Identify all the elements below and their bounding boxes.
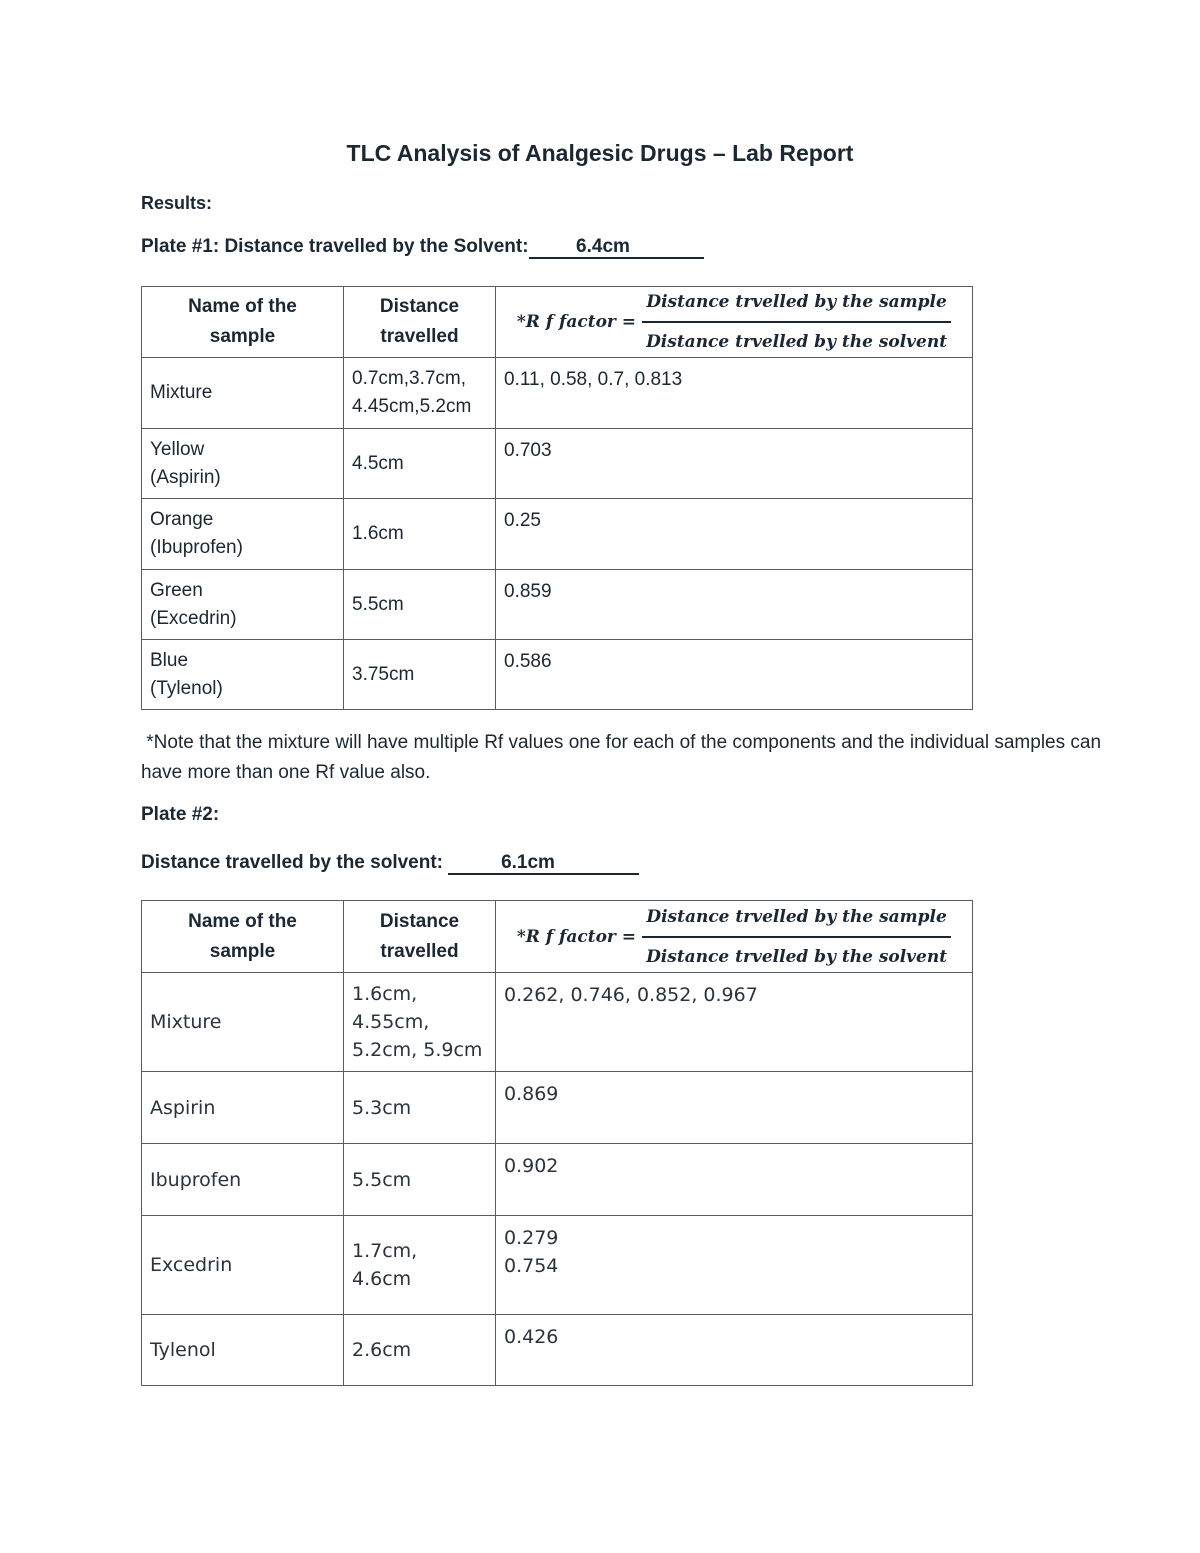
page-title: TLC Analysis of Analgesic Drugs – Lab Report: [346, 140, 854, 166]
plate2-label: Plate #2:: [141, 804, 220, 825]
sample-rf: 0.262, 0.746, 0.852, 0.967: [496, 973, 973, 1072]
sample-name: Orange (Ibuprofen): [142, 499, 344, 570]
sample-name: Blue (Tylenol): [142, 640, 344, 710]
header-distance: Distance travelled: [344, 901, 496, 973]
sample-rf: 0.25: [496, 499, 973, 570]
table-row: [142, 429, 973, 499]
sample-name: Mixture: [142, 973, 344, 1072]
plate1-label: Plate #1:: [141, 236, 220, 257]
note-text: *Note that the mixture will have multiple Rf values one for each of the components and the individual samples can have more than one Rf value also.: [141, 732, 1102, 783]
sample-name: Aspirin: [142, 1072, 344, 1144]
sample-rf: 0.11, 0.58, 0.7, 0.813: [496, 358, 973, 429]
header-name: Name of the sample: [142, 287, 344, 358]
sample-distance: 5.5cm: [344, 570, 496, 640]
sample-rf: 0.859: [496, 570, 973, 640]
sample-name: Tylenol: [142, 1315, 344, 1386]
sample-distance: 2.6cm: [344, 1315, 496, 1386]
sample-distance: 3.75cm: [344, 640, 496, 710]
sample-rf: 0.902: [496, 1144, 973, 1216]
table-row: [142, 1216, 973, 1315]
plate1-solvent-line: [141, 236, 704, 259]
sample-name: Excedrin: [142, 1216, 344, 1315]
sample-distance: 4.5cm: [344, 429, 496, 499]
sample-rf: 0.703: [496, 429, 973, 499]
plate2-solvent-label: Distance travelled by the solvent:: [141, 852, 443, 873]
table-row: [142, 499, 973, 570]
sample-rf: 0.586: [496, 640, 973, 710]
sample-distance: 1.7cm, 4.6cm: [344, 1216, 496, 1315]
sample-distance: 0.7cm,3.7cm, 4.45cm,5.2cm: [344, 358, 496, 429]
sample-distance: 1.6cm, 4.55cm, 5.2cm, 5.9cm: [344, 973, 496, 1072]
sample-name: Ibuprofen: [142, 1144, 344, 1216]
table-row: [142, 973, 973, 1072]
plate2-table: [141, 900, 973, 1386]
plate1-solvent-value: 6.4cm: [529, 237, 704, 259]
header-distance: Distance travelled: [344, 287, 496, 358]
table-row: [142, 640, 973, 710]
table-row: [142, 1072, 973, 1144]
table-row: [142, 358, 973, 429]
plate1-table: [141, 286, 973, 710]
plate1-solvent-label: Distance travelled by the Solvent:: [224, 236, 529, 257]
table-header-row: [142, 287, 973, 358]
sample-distance: 5.3cm: [344, 1072, 496, 1144]
table-header-row: [142, 901, 973, 973]
results-heading: Results:: [141, 193, 213, 213]
plate2-solvent-value: 6.1cm: [448, 853, 639, 875]
header-rf-formula: *R f factor = $\frac{\text{Distance trvelled by the sample}}{\text{Distance trvelled by the solvent}}$: [496, 901, 973, 973]
table-row: [142, 570, 973, 640]
sample-rf: 0.869: [496, 1072, 973, 1144]
header-rf-formula: *R f factor = $\frac{\text{Distance trvelled by the sample}}{\text{Distance trvelled by the solvent}}$: [496, 287, 973, 358]
plate2-solvent-line: [141, 852, 639, 875]
sample-name: Yellow (Aspirin): [142, 429, 344, 499]
sample-distance: 1.6cm: [344, 499, 496, 570]
sample-distance: 5.5cm: [344, 1144, 496, 1216]
sample-name: Green (Excedrin): [142, 570, 344, 640]
sample-name: Mixture: [142, 358, 344, 429]
sample-rf: 0.426: [496, 1315, 973, 1386]
table-row: [142, 1315, 973, 1386]
sample-rf: 0.279 0.754: [496, 1216, 973, 1315]
header-name: Name of the sample: [142, 901, 344, 973]
table-row: [142, 1144, 973, 1216]
